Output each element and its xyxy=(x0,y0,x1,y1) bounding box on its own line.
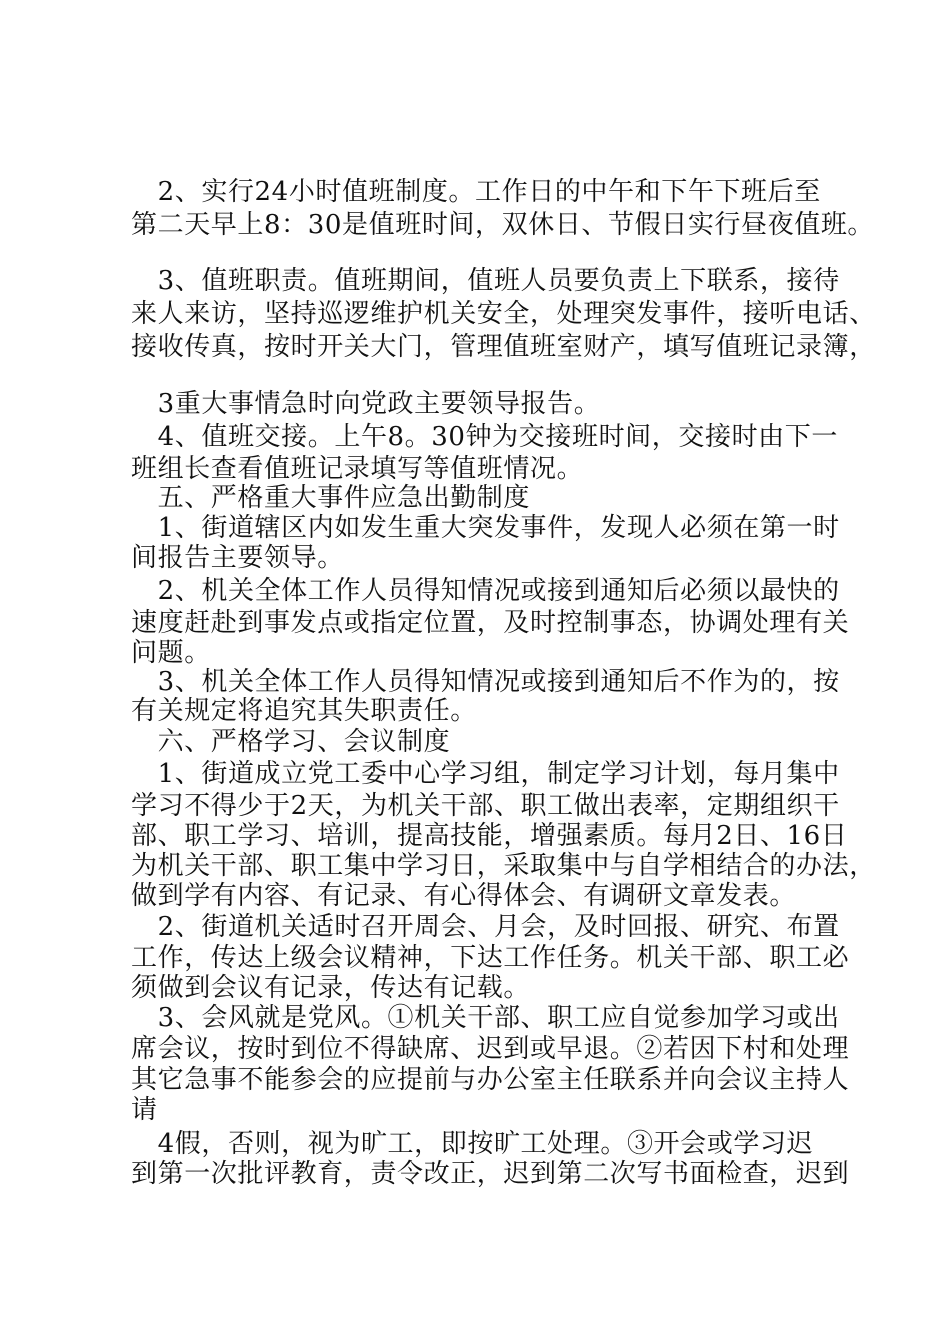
text-line: 学习不得少于2天，为机关干部、职工做出表率，定期组织干 xyxy=(131,791,840,821)
text-line: 有关规定将追究其失职责任。 xyxy=(131,696,477,726)
text-line: 席会议，按时到位不得缺席、迟到或早退。②若因下村和处理 xyxy=(131,1034,850,1064)
text-line: 为机关干部、职工集中学习日，采取集中与自学相结合的办法， xyxy=(131,851,876,881)
text-line: 2、街道机关适时召开周会、月会，及时回报、研究、布置 xyxy=(131,912,840,942)
text-line: 其它急事不能参会的应提前与办公室主任联系并向会议主持人 xyxy=(131,1065,850,1095)
text-line: 1、街道成立党工委中心学习组，制定学习计划，每月集中 xyxy=(131,759,840,789)
text-line: 速度赶赴到事发点或指定位置，及时控制事态，协调处理有关 xyxy=(131,608,850,638)
text-line: 接收传真，按时开关大门，管理值班室财产，填写值班记录簿， xyxy=(131,332,876,362)
section-heading: 五、严格重大事件应急出勤制度 xyxy=(131,483,531,513)
text-line: 1、街道辖区内如发生重大突发事件，发现人必须在第一时 xyxy=(131,513,840,543)
text-line: 来人来访，坚持巡逻维护机关安全，处理突发事件，接听电话、 xyxy=(131,299,876,329)
text-line: 3、值班职责。值班期间，值班人员要负责上下联系，接待 xyxy=(131,266,840,296)
text-line: 到第一次批评教育，责令改正，迟到第二次写书面检查，迟到 xyxy=(131,1159,850,1189)
text-line: 4假，否则，视为旷工，即按旷工处理。③开会或学习迟 xyxy=(131,1129,814,1159)
text-line: 请 xyxy=(131,1095,158,1125)
text-line: 工作，传达上级会议精神，下达工作任务。机关干部、职工必 xyxy=(131,943,850,973)
text-line: 2、机关全体工作人员得知情况或接到通知后必须以最快的 xyxy=(131,576,840,606)
text-line: 班组长查看值班记录填写等值班情况。 xyxy=(131,454,584,484)
text-line: 第二天早上8：30是值班时间，双休日、节假日实行昼夜值班。 xyxy=(131,210,875,240)
text-line: 3、机关全体工作人员得知情况或接到通知后不作为的，按 xyxy=(131,667,840,697)
text-line: 3重大事情急时向党政主要领导报告。 xyxy=(131,389,601,419)
text-line: 做到学有内容、有记录、有心得体会、有调研文章发表。 xyxy=(131,881,797,911)
text-line: 问题。 xyxy=(131,638,211,668)
text-line: 间报告主要领导。 xyxy=(131,543,344,573)
text-line: 3、会风就是党风。①机关干部、职工应自觉参加学习或出 xyxy=(131,1003,840,1033)
text-line: 2、实行24小时值班制度。工作日的中午和下午下班后至 xyxy=(131,177,821,207)
text-line: 部、职工学习、培训，提高技能，增强素质。每月2日、16日 xyxy=(131,821,848,851)
text-line: 4、值班交接。上午8。30钟为交接班时间，交接时由下一 xyxy=(131,422,838,452)
section-heading: 六、严格学习、会议制度 xyxy=(131,727,451,757)
text-line: 须做到会议有记录，传达有记载。 xyxy=(131,973,531,1003)
